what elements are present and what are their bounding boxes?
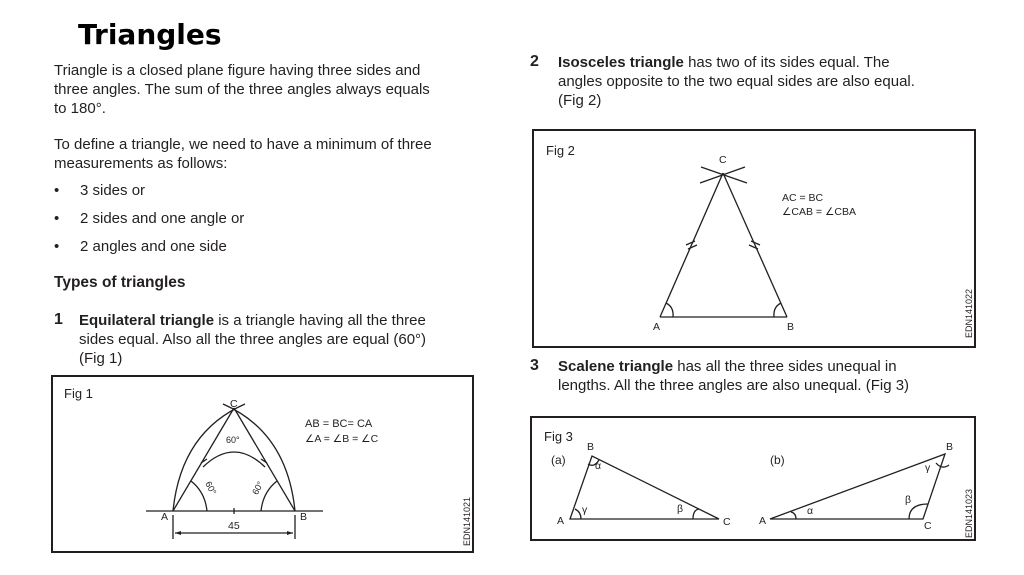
section-heading: Types of triangles [54, 274, 186, 291]
intro-line: to 180°. [54, 100, 106, 117]
point-label: A [557, 515, 565, 527]
text-line: (Fig 2) [558, 92, 602, 109]
list-item [54, 182, 146, 199]
point-label: A [653, 321, 661, 333]
definition-paragraph [54, 135, 484, 173]
figure-2 [532, 129, 976, 348]
item-number: 1 [54, 311, 63, 328]
text-line: (Fig 1) [79, 350, 123, 367]
point-label: A [161, 511, 169, 523]
angle-arc-top [203, 452, 265, 467]
figure-label: Fig 2 [546, 143, 575, 158]
subfigure-label: (a) [551, 453, 566, 467]
angle-label: γ [582, 504, 588, 516]
list-item [54, 238, 227, 255]
side-ac [660, 173, 723, 317]
isosceles-diagram [534, 131, 974, 346]
angle-arc-gamma-a [575, 509, 581, 519]
point-label: B [787, 321, 795, 333]
term-description: has all the three sides unequal in [673, 358, 897, 375]
scalene-triangle-b [770, 454, 945, 519]
equation: ∠CAB = ∠CBA [782, 206, 856, 218]
angle-arc-beta-a [693, 509, 699, 519]
bullet-icon: • [54, 182, 60, 199]
list-item-text: 2 angles and one side [80, 238, 227, 255]
figure-1 [51, 375, 474, 553]
angle-arc-gamma-b [936, 463, 949, 467]
angle-label: 60° [226, 435, 240, 445]
angle-label: 60° [203, 479, 219, 497]
term-description: has two of its sides equal. The [683, 54, 890, 71]
point-label: C [723, 516, 731, 528]
dimension-label: 45 [228, 520, 240, 532]
angle-label: β [905, 494, 912, 506]
figure-label: Fig 3 [544, 429, 573, 444]
figure-code: EDN141021 [462, 497, 472, 547]
intro-paragraph [54, 61, 484, 118]
term: Isosceles triangle [558, 54, 684, 71]
figure-label: Fig 1 [64, 386, 93, 401]
point-label: B [946, 441, 954, 453]
bullet-icon: • [54, 238, 60, 255]
intro-line: Triangle is a closed plane figure having three sides and [54, 62, 421, 79]
equation: AB = BC= CA [305, 418, 373, 430]
angle-arc-a [666, 303, 673, 317]
angle-label: γ [925, 462, 931, 474]
scalene-diagram [532, 418, 974, 539]
list-item-text: 2 sides and one angle or [80, 210, 245, 227]
equation: AC = BC [782, 192, 824, 204]
equilateral-diagram [53, 377, 472, 551]
figure-code: EDN141023 [964, 489, 974, 539]
definition-line: To define a triangle, we need to have a minimum of three [54, 136, 432, 153]
term-description: is a triangle having all the three [214, 312, 426, 329]
text-line: angles opposite to the two equal sides are also equal. [558, 73, 915, 90]
item-number: 3 [530, 357, 539, 374]
term: Equilateral triangle [79, 312, 215, 329]
intro-line: three angles. The sum of the three angles always equals [54, 81, 430, 98]
isosceles-text [558, 53, 983, 110]
angle-label: β [677, 503, 684, 515]
angle-arc-alpha-b [791, 512, 796, 519]
point-label: C [719, 154, 727, 166]
point-label: A [759, 515, 767, 527]
point-label: C [924, 520, 932, 532]
equation: ∠A = ∠B = ∠C [305, 433, 379, 445]
angle-arc-b [774, 303, 781, 317]
point-label: B [300, 511, 308, 523]
page-title: Triangles [78, 18, 222, 51]
subfigure-label: (b) [770, 453, 785, 467]
figure-code: EDN141022 [964, 289, 974, 339]
scalene-text [558, 357, 983, 395]
item-number: 2 [530, 53, 539, 70]
figure-3 [530, 416, 976, 541]
angle-label: α [595, 460, 602, 472]
definition-line: measurements as follows: [54, 155, 228, 172]
point-label: C [230, 398, 238, 410]
text-line: sides equal. Also all the three angles are equal (60°) [79, 331, 427, 348]
term: Scalene triangle [558, 358, 674, 375]
point-label: B [587, 441, 595, 453]
list-item-text: 3 sides or [80, 182, 146, 199]
text-line: lengths. All the three angles are also unequal. (Fig 3) [558, 377, 910, 394]
angle-label: α [807, 505, 814, 517]
equilateral-text [79, 311, 489, 368]
bullet-icon: • [54, 210, 60, 227]
list-item [54, 210, 245, 227]
angle-label: 60° [250, 479, 266, 497]
side-bc [723, 173, 787, 317]
